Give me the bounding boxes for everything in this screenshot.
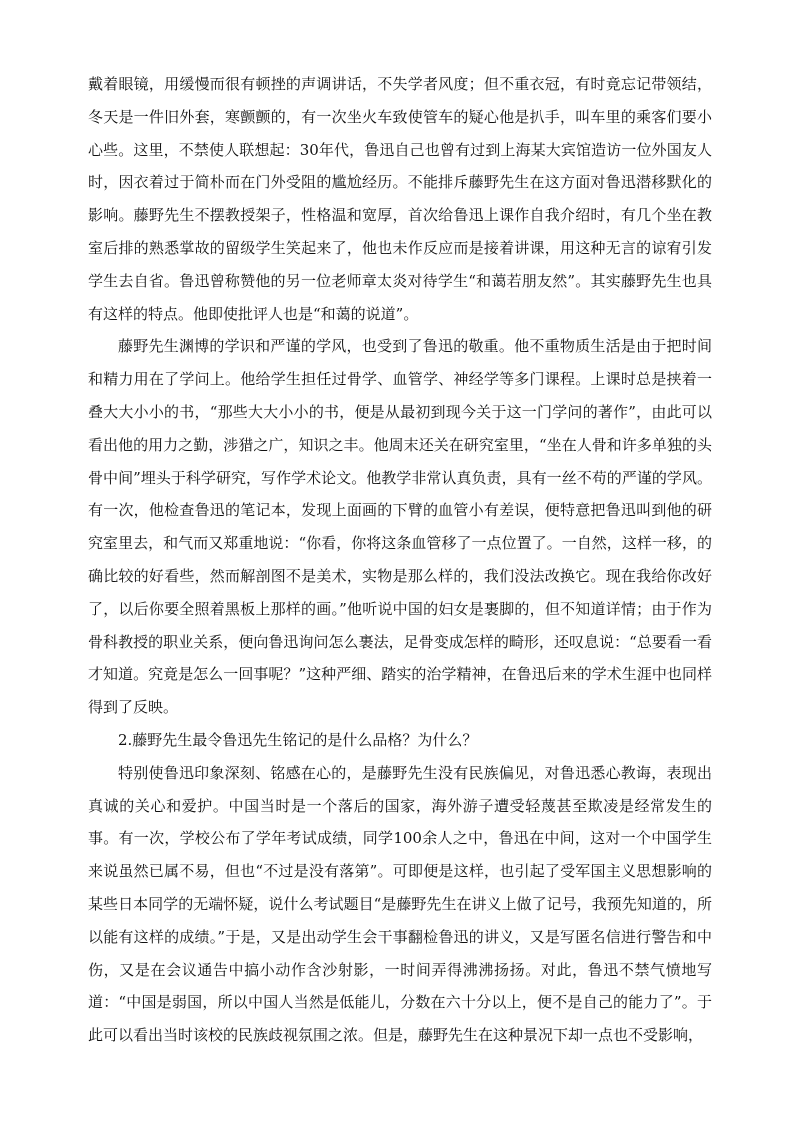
paragraph-continuation: 戴着眼镜，用缓慢而很有顿挫的声调讲话，不失学者风度；但不重衣冠，有时竟忘记带领结，冬天是一件旧外套，寒颤颤的，有一次坐火车致使管车的疑心他是扒手，叫车里的乘客们要小心些。这里，不禁使人联想起：30年代，鲁迅自己也曾有过到上海某大宾馆造访一位外国友人时，因衣着过于简朴而在门外受阻的尴尬经历。不能排斥藤野先生在这方面对鲁迅潜移默化的影响。藤野先生不摆教授架子，性格温和宽厚，首次给鲁迅上课作自我介绍时，有几个坐在教室后排的熟悉掌故的留级学生笑起来了，他也未作反应而是接着讲课，用这种无言的谅宥引发学生去自省。鲁迅曾称赞他的另一位老师章太炎对待学生“和蔼若朋友然”。其实藤野先生也具有这样的特点。他即使批评人也是“和蔼的说道”。 bbox=[88, 75, 712, 323]
document-body bbox=[88, 68, 712, 1052]
paragraph-scholarship: 藤野先生渊博的学识和严谨的学风，也受到了鲁迅的敬重。他不重物质生活是由于把时间和精力用在了学问上。他给学生担任过骨学、血管学、神经学等多门课程。上课时总是挟着一叠大大小小的书，“那些大大小小的书，便是从最初到现今关于这一门学问的著作”，由此可以看出他的用力之勤，涉猎之广，知识之丰。他周末还关在研究室里，“坐在人骨和许多单独的头骨中间”埋头于科学研究，写作学术论文。他教学非常认真负责，具有一丝不苟的严谨的学风。有一次，他检查鲁迅的笔记本，发现上面画的下臂的血管小有差误，便特意把鲁迅叫到他的研究室里去，和气而又郑重地说：“你看，你将这条血管移了一点位置了。一自然，这样一移，的确比较的好看些，然而解剖图不是美术，实物是那么样的，我们没法改换它。现在我给你改好了，以后你要全照着黑板上那样的画。”他听说中国的妇女是裹脚的，但不知道详情；由于作为骨科教授的职业关系，便向鲁迅询问怎么裹法，足骨变成怎样的畸形，还叹息说：“总要看一看才知道。究竟是怎么一回事呢？”这种严细、踏实的治学精神，在鲁迅后来的学术生涯中也同样得到了反映。 bbox=[88, 337, 712, 717]
question-heading: 2.藤野先生最令鲁迅先生铭记的是什么品格？为什么？ bbox=[118, 730, 478, 749]
paragraph-answer: 特别使鲁迅印象深刻、铭感在心的，是藤野先生没有民族偏见，对鲁迅悉心教诲，表现出真诚的关心和爱护。中国当时是一个落后的国家，海外游子遭受轻蔑甚至欺凌是经常发生的事。有一次，学校公布了学年考试成绩，同学100余人之中，鲁迅在中间，这对一个中国学生来说虽然已属不易，但也“不过是没有落第”。可即便是这样，也引起了受军国主义思想影响的某些日本同学的无端怀疑，说什么考试题目“是藤野先生在讲义上做了记号，我预先知道的，所以能有这样的成绩。”于是，又是出动学生会干事翻检鲁迅的讲义，又是写匿名信进行警告和中伤，又是在会议通告中搞小动作含沙射影，一时间弄得沸沸扬扬。对此，鲁迅不禁气愤地写道：“中国是弱国，所以中国人当然是低能儿，分数在六十分以上，便不是自己的能力了”。于此可以看出当时该校的民族歧视氛围之浓。但是，藤野先生在这种景况下却一点也不受影响， bbox=[88, 763, 712, 1045]
